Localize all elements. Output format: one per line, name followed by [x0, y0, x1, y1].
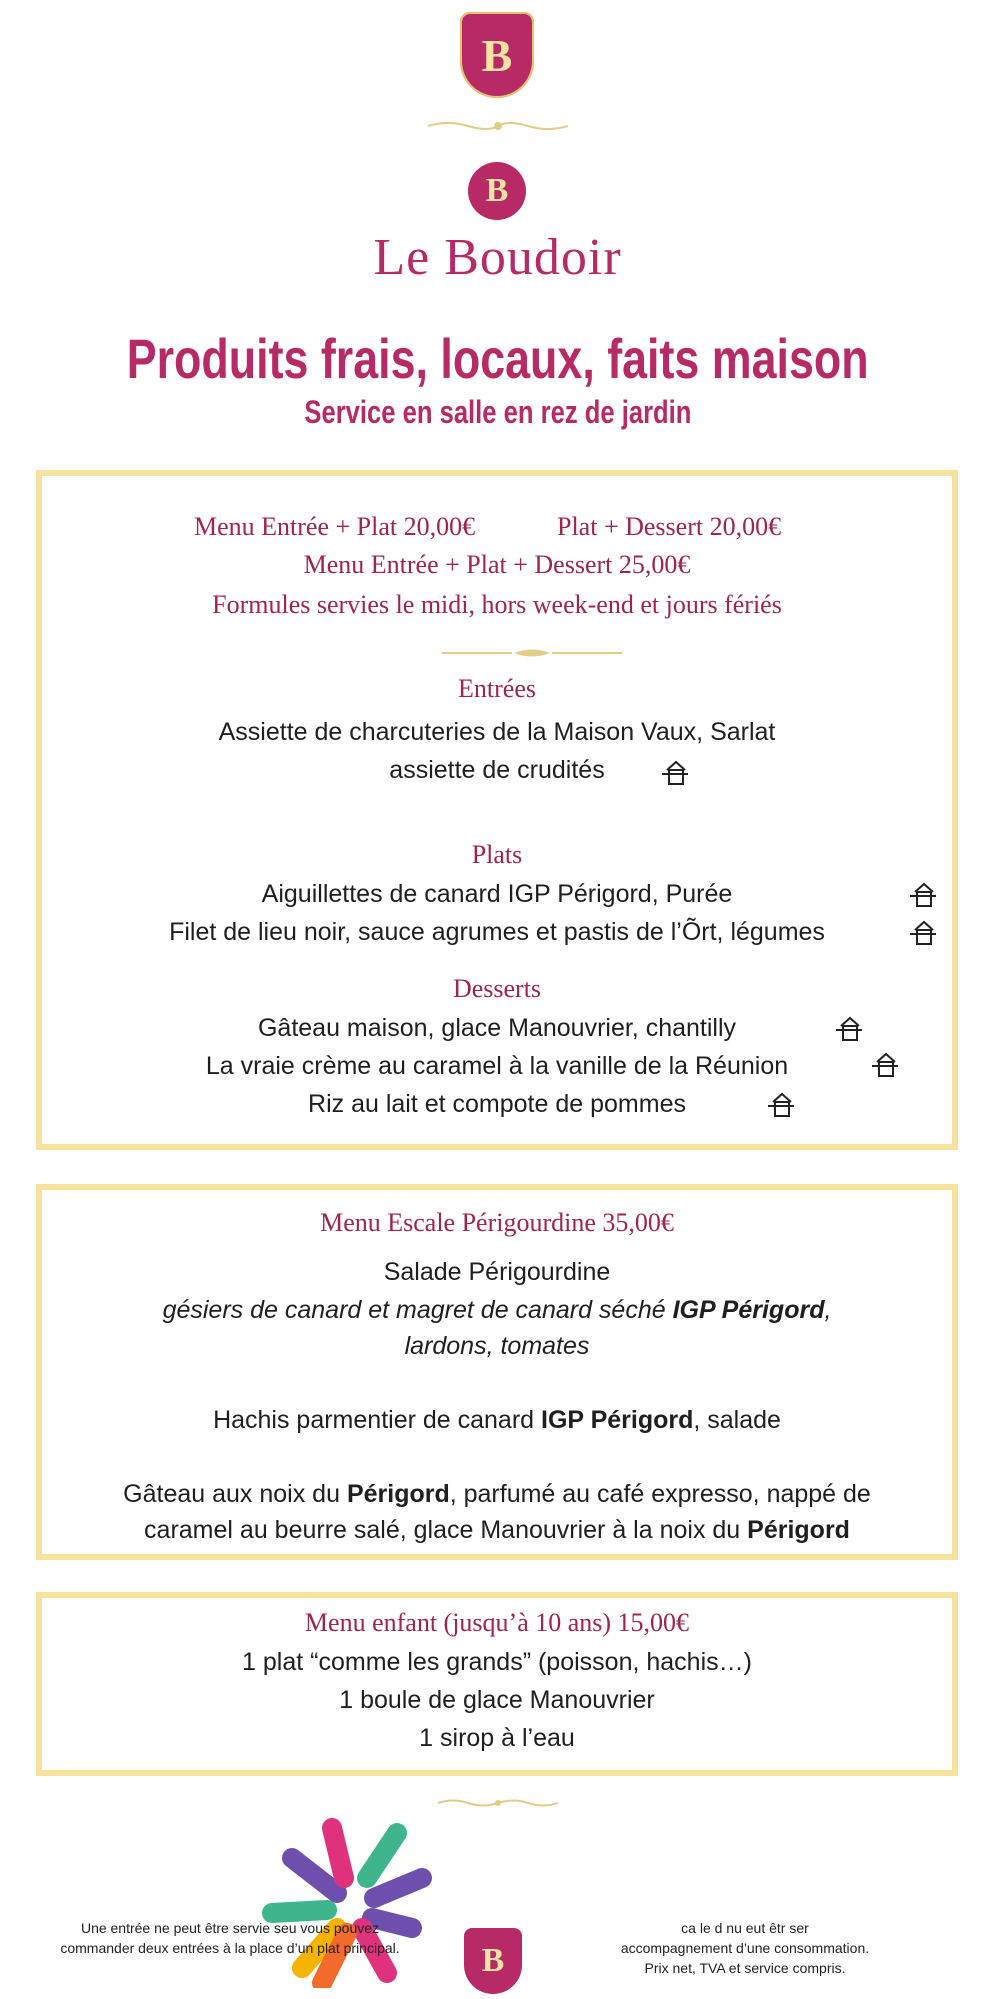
- bottom-ornament: [0, 1796, 995, 1813]
- logo-letter: B: [485, 172, 509, 209]
- escale-main: Hachis parmentier de canard IGP Périgord, salade: [213, 1406, 781, 1434]
- house-made-icon: [906, 918, 940, 948]
- plat-item: Filet de lieu noir, sauce agrumes et pastis de l’Õrt, légumes: [169, 918, 825, 946]
- footer-right-note: [560, 1918, 930, 1978]
- colorful-star-mark: [262, 1818, 442, 1988]
- escale-starter: Salade Périgourdine: [383, 1258, 611, 1286]
- plats-title: Plats: [471, 840, 523, 869]
- house-made-icon: [764, 1090, 798, 1120]
- footer-left-line: Une entrée ne peut être servie seu vous pouvez: [80, 1920, 380, 1936]
- bottom-letter: B: [481, 1942, 505, 1979]
- kids-item: 1 sirop à l’eau: [419, 1724, 575, 1752]
- dessert-item: Gâteau maison, glace Manouvrier, chantilly: [257, 1014, 737, 1042]
- escale-menu-box: [36, 1184, 958, 1560]
- escale-starter-desc-2: lardons, tomates: [404, 1332, 590, 1360]
- formula-1: Menu Entrée + Plat 20,00€: [194, 512, 476, 541]
- top-ornament: [0, 118, 995, 137]
- dessert-item: Riz au lait et compote de pommes: [308, 1090, 686, 1118]
- escale-title: Menu Escale Périgourdine 35,00€: [320, 1208, 674, 1237]
- top-shield-logo: [460, 12, 534, 98]
- plat-item: Aiguillettes de canard IGP Périgord, Purée: [261, 880, 733, 908]
- escale-starter-desc: gésiers de canard et magret de canard séché IGP Périgord,: [162, 1296, 832, 1324]
- footer-right-line: Prix net, TVA et service compris.: [644, 1960, 846, 1976]
- section-divider: [442, 646, 622, 660]
- footer-left-note: [0, 1918, 460, 1958]
- footer-right-line: ca le d nu eut êtr ser: [681, 1920, 809, 1936]
- entrees-title: Entrées: [458, 674, 536, 703]
- house-made-icon: [868, 1050, 902, 1080]
- kids-item: 1 boule de glace Manouvrier: [339, 1686, 655, 1714]
- desserts-title: Desserts: [452, 974, 542, 1003]
- footer-right-line: accompagnement d’une consommation.: [620, 1940, 870, 1956]
- kids-title: Menu enfant (jusqu’à 10 ans) 15,00€: [304, 1608, 690, 1637]
- dessert-item: La vraie crème au caramel à la vanille de la Réunion: [205, 1052, 789, 1080]
- shield-letter: B: [481, 29, 513, 81]
- kids-menu-box: [36, 1592, 958, 1776]
- footer-left-line: commander deux entrées à la place d’un plat principal.: [60, 1940, 400, 1956]
- formula-2: Plat + Dessert 20,00€: [557, 512, 782, 541]
- formula-note: Formules servies le midi, hors week-end et jours fériés: [212, 590, 782, 619]
- entree-item: Assiette de charcuteries de la Maison Vaux, Sarlat: [218, 718, 776, 746]
- entree-item: assiette de crudités: [389, 756, 605, 784]
- brand-logo-badge: [468, 162, 526, 220]
- subheadline: Service en salle en rez de jardin: [303, 394, 692, 430]
- house-made-icon: [658, 758, 692, 788]
- bottom-shield-logo: [464, 1928, 522, 1994]
- house-made-icon: [832, 1014, 866, 1044]
- house-made-icon: [906, 880, 940, 910]
- formula-3: Menu Entrée + Plat + Dessert 25,00€: [303, 550, 691, 579]
- lunch-menu-box: [36, 470, 958, 1150]
- headline: Produits frais, locaux, faits maison: [126, 327, 869, 390]
- escale-dessert-2: caramel au beurre salé, glace Manouvrier à la noix du Périgord: [144, 1516, 850, 1544]
- escale-dessert: Gâteau aux noix du Périgord, parfumé au café expresso, nappé de: [123, 1480, 871, 1508]
- kids-item: 1 plat “comme les grands” (poisson, hachis…): [242, 1648, 752, 1676]
- brand-name: Le Boudoir: [373, 229, 622, 286]
